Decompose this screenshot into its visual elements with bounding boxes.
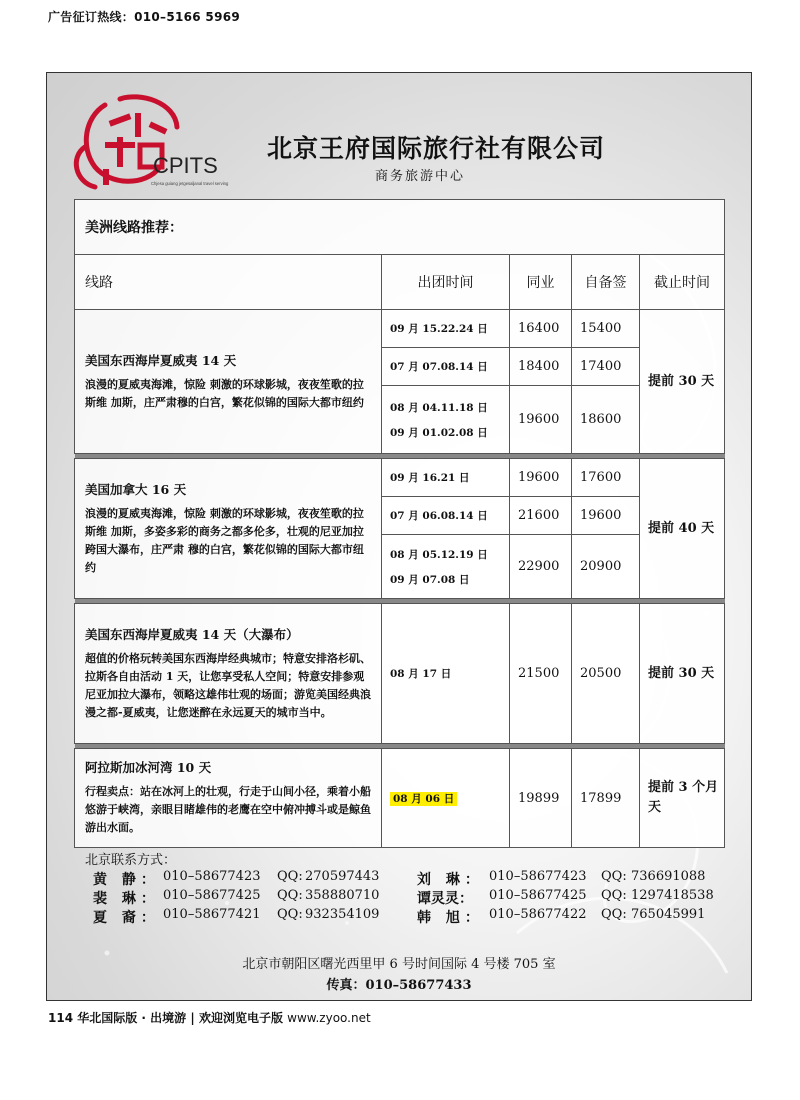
publication-name: 华北国际版 · 出境游 xyxy=(77,1011,187,1025)
deadline: 提前 30 天 xyxy=(640,604,725,744)
header-route: 线路 xyxy=(75,255,382,310)
contact-name: 夏 裔： xyxy=(93,910,160,926)
self-visa-price: 17400 xyxy=(572,348,640,386)
contact-phone: 010–58677421 xyxy=(163,907,261,922)
contact-row xyxy=(85,888,725,907)
self-visa-price: 20500 xyxy=(572,604,640,744)
contact-row xyxy=(85,907,725,926)
departure-date: 08 月 06 日 xyxy=(390,792,457,806)
contact-row xyxy=(85,869,725,888)
route-description: 浪漫的夏威夷海滩，惊险 刺激的环球影城，夜夜笙歌的拉斯维 加斯，多姿多彩的商务之都多伦多，壮观的尼亚加拉跨国大瀑布，庄严肃 穆的白宫，繁花似锦的国际大都市纽约 xyxy=(85,506,364,574)
fax-number: 传真：010–58677433 xyxy=(326,978,472,993)
page-number: 114 xyxy=(48,1011,74,1025)
header-deadline: 截止时间 xyxy=(640,255,725,310)
contact-phone: 010–58677423 xyxy=(163,869,261,884)
table-row xyxy=(75,459,725,497)
table-row xyxy=(75,604,725,744)
ad-hotline: 广告征订热线：010–5166 5969 xyxy=(48,10,241,24)
cpits-logo xyxy=(65,87,235,205)
deadline: 提前 30 天 xyxy=(640,310,725,454)
departure-date: 09 月 15.22.24 日 xyxy=(390,323,488,335)
routes-table xyxy=(74,199,725,848)
routes-table-body xyxy=(75,200,725,848)
self-visa-price: 15400 xyxy=(572,310,640,348)
footer-url: www.zyoo.net xyxy=(287,1011,371,1025)
route-description: 浪漫的夏威夷海滩，惊险 刺激的环球影城，夜夜笙歌的拉斯维 加斯，庄严肃穆的白宫，繁花似锦的国际大都市纽约 xyxy=(85,377,364,409)
deadline: 提前 40 天 xyxy=(640,459,725,599)
deadline: 提前 3 个月天 xyxy=(640,749,725,848)
contacts-title: 北京联系方式： xyxy=(85,853,177,868)
qq-label: QQ: xyxy=(277,869,303,884)
contact-name: 谭灵灵： xyxy=(417,891,473,907)
contact-phone: 010–58677423 xyxy=(489,869,587,884)
page-footer xyxy=(48,1009,371,1026)
contact-phone: 010–58677425 xyxy=(489,888,587,903)
section-title: 美洲线路推荐： xyxy=(75,200,725,255)
route-name: 美国东西海岸夏威夷 14 天（大瀑布） xyxy=(85,626,299,642)
contact-qq: 1297418538 xyxy=(631,888,714,903)
departure-dates xyxy=(382,749,510,848)
departure-date: 08 月 17 日 xyxy=(390,668,452,680)
seal-logo-icon xyxy=(65,87,235,205)
route-name: 阿拉斯加冰河湾 10 天 xyxy=(85,760,212,775)
departure-date: 09 月 01.02.08 日 xyxy=(390,426,488,439)
header-departure: 出团时间 xyxy=(382,255,510,310)
footer-separator: | xyxy=(190,1011,195,1025)
table-row xyxy=(75,749,725,848)
departure-dates xyxy=(382,604,510,744)
departure-date: 08 月 04.11.18 日 xyxy=(390,401,488,414)
header-peer-price: 同业 xyxy=(510,255,572,310)
office-address: 北京市朝阳区曙光西里甲 6 号时间国际 4 号楼 705 室 xyxy=(242,957,556,972)
departure-date: 08 月 05.12.19 日 xyxy=(390,548,488,561)
peer-price: 22900 xyxy=(510,535,572,599)
route-cell xyxy=(75,459,382,599)
departure-dates xyxy=(382,497,510,535)
ad-frame xyxy=(46,72,752,1001)
contact-phone: 010–58677422 xyxy=(489,907,587,922)
route-name: 美国加拿大 16 天 xyxy=(85,481,187,497)
contact-qq: 270597443 xyxy=(305,869,380,884)
peer-price: 19600 xyxy=(510,459,572,497)
company-subtitle: 商务旅游中心 xyxy=(375,169,466,184)
qq-label: QQ: xyxy=(601,907,627,922)
tagline-text: Chjesa guiang jetgesaljanal travel serving xyxy=(151,181,229,186)
contact-section xyxy=(85,849,725,926)
route-cell xyxy=(75,310,382,454)
peer-price: 19600 xyxy=(510,386,572,454)
qq-label: QQ: xyxy=(277,907,303,922)
self-visa-price: 20900 xyxy=(572,535,640,599)
departure-date: 07 月 07.08.14 日 xyxy=(390,361,488,373)
contact-name: 刘 琳： xyxy=(417,872,484,888)
footer-promo: 欢迎浏览电子版 xyxy=(198,1011,283,1025)
departure-date: 09 月 16.21 日 xyxy=(390,472,470,484)
self-visa-price: 17600 xyxy=(572,459,640,497)
route-name: 美国东西海岸夏威夷 14 天 xyxy=(85,352,237,368)
table-row xyxy=(75,310,725,348)
peer-price: 19899 xyxy=(510,749,572,848)
qq-label: QQ: xyxy=(601,869,627,884)
self-visa-price: 18600 xyxy=(572,386,640,454)
contact-qq: 765045991 xyxy=(631,907,706,922)
contact-name: 黄 静： xyxy=(93,872,160,888)
contact-name: 裴 琳： xyxy=(93,891,160,907)
peer-price: 21500 xyxy=(510,604,572,744)
departure-dates xyxy=(382,310,510,348)
peer-price: 16400 xyxy=(510,310,572,348)
departure-date: 07 月 06.08.14 日 xyxy=(390,510,488,522)
contact-qq: 736691088 xyxy=(631,869,706,884)
departure-dates xyxy=(382,459,510,497)
peer-price: 21600 xyxy=(510,497,572,535)
table-header-row xyxy=(75,255,725,310)
brand-text: CPITS xyxy=(153,153,218,178)
peer-price: 18400 xyxy=(510,348,572,386)
contact-name: 韩 旭： xyxy=(417,910,484,926)
qq-label: QQ: xyxy=(601,888,627,903)
departure-dates xyxy=(382,535,510,599)
route-cell xyxy=(75,604,382,744)
departure-dates xyxy=(382,348,510,386)
departure-dates xyxy=(382,386,510,454)
departure-date: 09 月 07.08 日 xyxy=(390,573,470,586)
self-visa-price: 19600 xyxy=(572,497,640,535)
qq-label: QQ: xyxy=(277,888,303,903)
contact-qq: 932354109 xyxy=(305,907,380,922)
route-cell xyxy=(75,749,382,848)
contact-phone: 010–58677425 xyxy=(163,888,261,903)
header-self-visa-price: 自备签 xyxy=(572,255,640,310)
self-visa-price: 17899 xyxy=(572,749,640,848)
route-description: 行程卖点：站在冰河上的壮观，行走于山间小径，乘着小船悠游于峡湾，亲眼目睹雄伟的老鹰在空中俯冲搏斗或是鲸鱼游出水面。 xyxy=(85,785,371,834)
route-description: 超值的价格玩转美国东西海岸经典城市；特意安排洛杉矶、拉斯各自由活动 1 天，让您享受私人空间；特意安排参观尼亚加拉大瀑布，领略这雄伟壮观的场面；游览美国经典浪漫之都-夏威夷，让您迷醉在永远夏天的城市当中。 xyxy=(85,651,371,719)
contact-qq: 358880710 xyxy=(305,888,380,903)
company-name: 北京王府国际旅行社有限公司 xyxy=(267,134,606,163)
